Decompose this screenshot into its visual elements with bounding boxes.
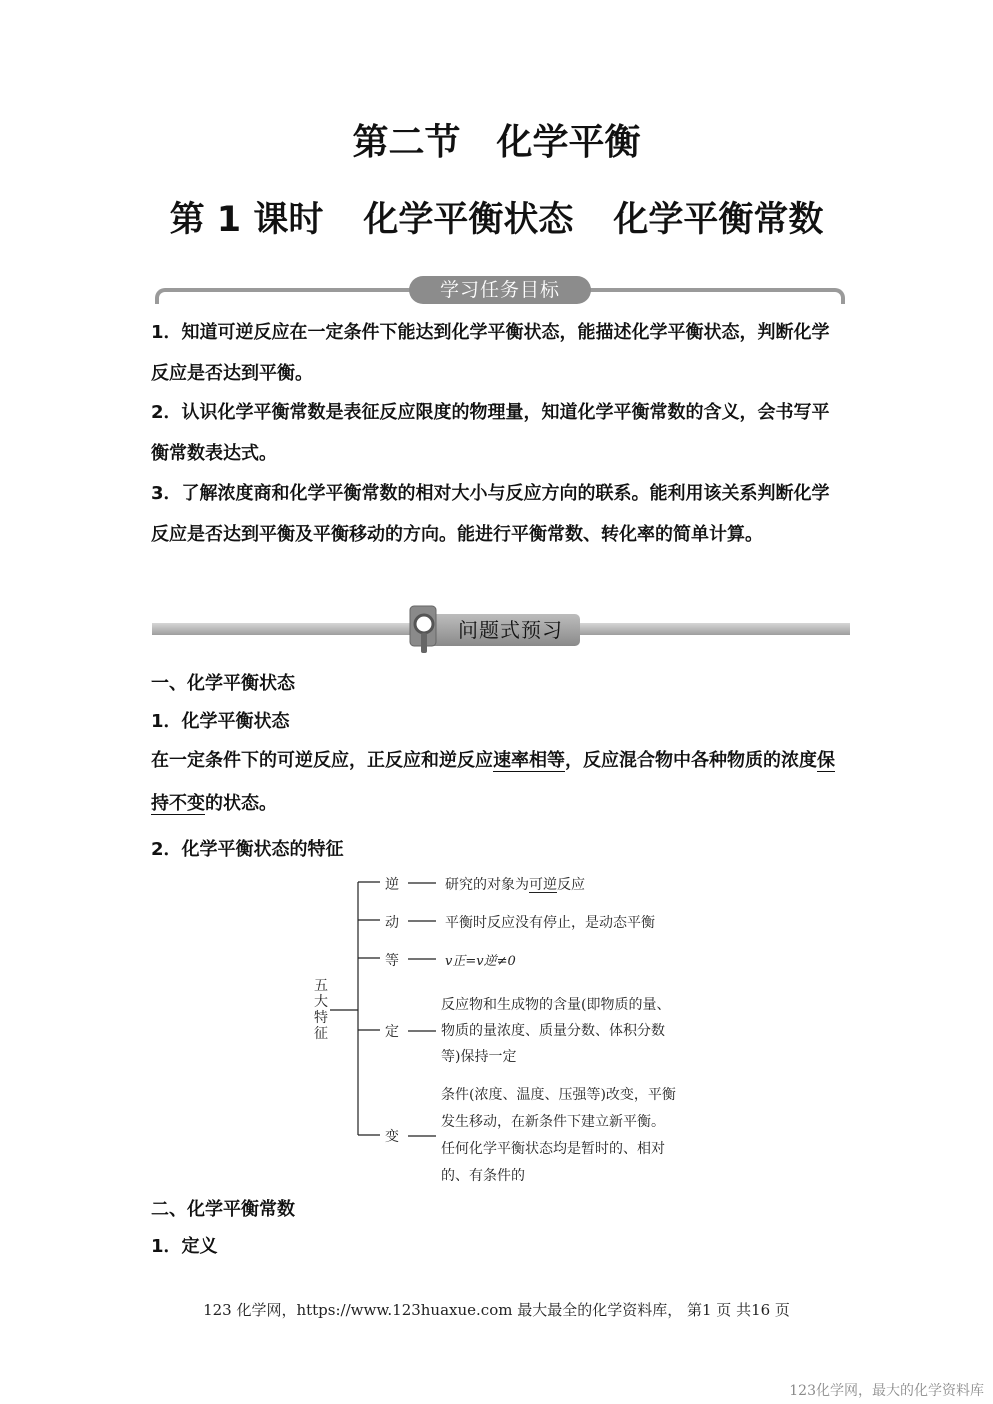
definition-blank-2: 保持不变 [151,750,835,814]
lesson-number: 第 1 课时 [169,200,324,240]
section1-sub2: 2．化学平衡状态的特征 [151,839,344,860]
definition-part-b: ，反应混合物中各种物质的浓度 [565,750,817,771]
section2-heading: 二、化学平衡常数 [151,1199,295,1220]
definition-part-c: 的状态。 [205,793,277,814]
objective-item-3: 3．了解浓度商和化学平衡常数的相对大小与反应方向的联系。能利用该关系判断化学反应是否达到平衡及平衡移动的方向。能进行平衡常数、转化率的简单计算。 [151,483,830,545]
page-footer: 123 化学网，https://www.123huaxue.com 最大最全的化学资料库， 第1 页 共16 页 [203,1301,790,1319]
objective-item-1: 1．知道可逆反应在一定条件下能达到化学平衡状态，能描述化学平衡状态，判断化学反应是否达到平衡。 [151,322,830,384]
feature-text-2: 平衡时反应没有停止，是动态平衡 [445,915,655,931]
section-title: 第二节 化学平衡 [352,122,641,163]
section2-sub1: 1．定义 [151,1236,218,1257]
feature-text-1: 研究的对象为可逆反应 [445,877,585,893]
feature-key-2: 动 [385,915,399,931]
watermark: 123化学网，最大的化学资料库 [789,1383,984,1399]
feature-key-3: 等 [385,953,399,969]
lesson-title-part1: 化学平衡状态 [363,200,574,240]
magnifier-icon [408,604,438,656]
section1-sub1: 1．化学平衡状态 [151,711,290,732]
preview-banner [152,604,850,656]
diagram-root: 五 大 特 征 [314,978,328,1042]
objective-item-2: 2．认识化学平衡常数是表征反应限度的物理量，知道化学平衡常数的含义，会书写平衡常数表达式。 [151,402,830,464]
feature-text-5: 条件(浓度、温度、压强等)改变，平衡 发生移动，在新条件下建立新平衡。 任何化学平衡状态均是暂时的、相对 的、有条件的 [441,1087,676,1184]
feature-key-1: 逆 [385,877,399,893]
feature-text-4: 反应物和生成物的含量(即物质的量、 物质的量浓度、质量分数、体积分数 等)保持一定 [441,997,671,1065]
definition-part-a: 在一定条件下的可逆反应，正反应和逆反应 [151,750,493,771]
definition-paragraph [151,739,846,825]
preview-banner-label: 问题式预习 [410,614,580,646]
feature-key-5: 变 [385,1129,399,1145]
feature-key-4: 定 [385,1024,399,1040]
definition-blank-1: 速率相等 [493,750,565,771]
lesson-title [0,192,993,242]
section1-heading: 一、化学平衡状态 [151,673,295,694]
lesson-title-part2: 化学平衡常数 [613,200,824,240]
features-diagram [300,870,720,1190]
objectives-banner [155,276,845,310]
objectives-banner-label: 学习任务目标 [409,276,591,304]
feature-text-3: v正=v逆≠0 [445,954,516,969]
